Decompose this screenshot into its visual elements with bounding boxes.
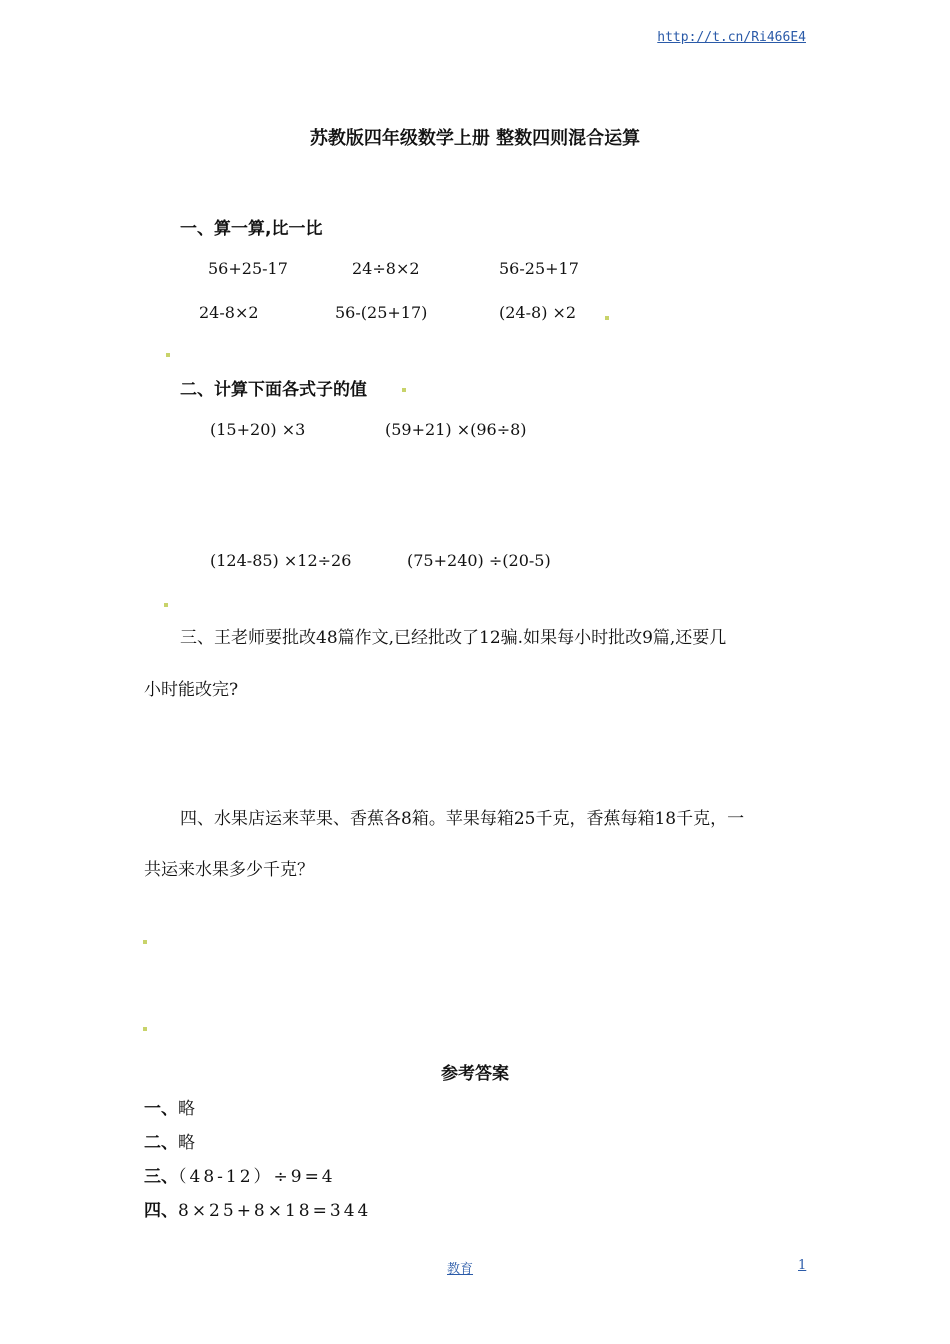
decorative-mark xyxy=(164,603,168,607)
expression: (59+21) ×(96÷8) xyxy=(385,420,527,439)
section4-line2: 共运来水果多少千克？ xyxy=(144,860,314,880)
page-title: 苏教版四年级数学上册 整数四则混合运算 xyxy=(309,128,641,149)
expression: (124-85) ×12÷26 xyxy=(210,551,352,570)
answer-label: 三、 xyxy=(144,1167,178,1187)
footer-link[interactable]: 教育 xyxy=(447,1262,474,1277)
section3-line2: 小时能改完? xyxy=(144,680,239,700)
section1-heading: 一、算一算,比一比 xyxy=(180,219,323,239)
section2-heading: 二、计算下面各式子的值 xyxy=(180,380,367,400)
answer-text: 略 xyxy=(178,1133,195,1153)
header-link[interactable]: http://t.cn/Ri466E4 xyxy=(657,30,806,45)
answer-label: 一、 xyxy=(144,1099,178,1119)
answer-text: （48-12）÷9=4 xyxy=(178,1167,336,1187)
decorative-mark xyxy=(143,1027,147,1031)
expression: 24-8×2 xyxy=(199,303,259,322)
answer-text: 8×25+8×18=344 xyxy=(178,1201,372,1221)
expression: (24-8) ×2 xyxy=(499,303,577,322)
expression: 24÷8×2 xyxy=(352,259,420,278)
answer-row xyxy=(144,1128,195,1153)
answer-text: 略 xyxy=(178,1099,195,1119)
decorative-mark xyxy=(402,388,406,392)
section3-line1: 三、王老师要批改48篇作文,已经批改了12骗.如果每小时批改9篇,还要几 xyxy=(180,628,727,648)
expression: 56-25+17 xyxy=(499,259,579,278)
expression: 56-(25+17) xyxy=(335,303,428,322)
page-number: 1 xyxy=(798,1258,807,1273)
answer-label: 二、 xyxy=(144,1133,178,1153)
answer-row xyxy=(144,1196,371,1221)
answer-row xyxy=(144,1162,336,1187)
expression: (15+20) ×3 xyxy=(210,420,306,439)
decorative-mark xyxy=(166,353,170,357)
expression: (75+240) ÷(20-5) xyxy=(407,551,551,570)
answers-heading: 参考答案 xyxy=(441,1064,509,1084)
section4-line1: 四、水果店运来苹果、香蕉各8箱。苹果每箱25千克，香蕉每箱18千克，一 xyxy=(180,809,745,829)
expression: 56+25-17 xyxy=(208,259,288,278)
answer-row xyxy=(144,1094,195,1119)
answer-label: 四、 xyxy=(144,1201,178,1221)
decorative-mark xyxy=(143,940,147,944)
decorative-mark xyxy=(605,316,609,320)
